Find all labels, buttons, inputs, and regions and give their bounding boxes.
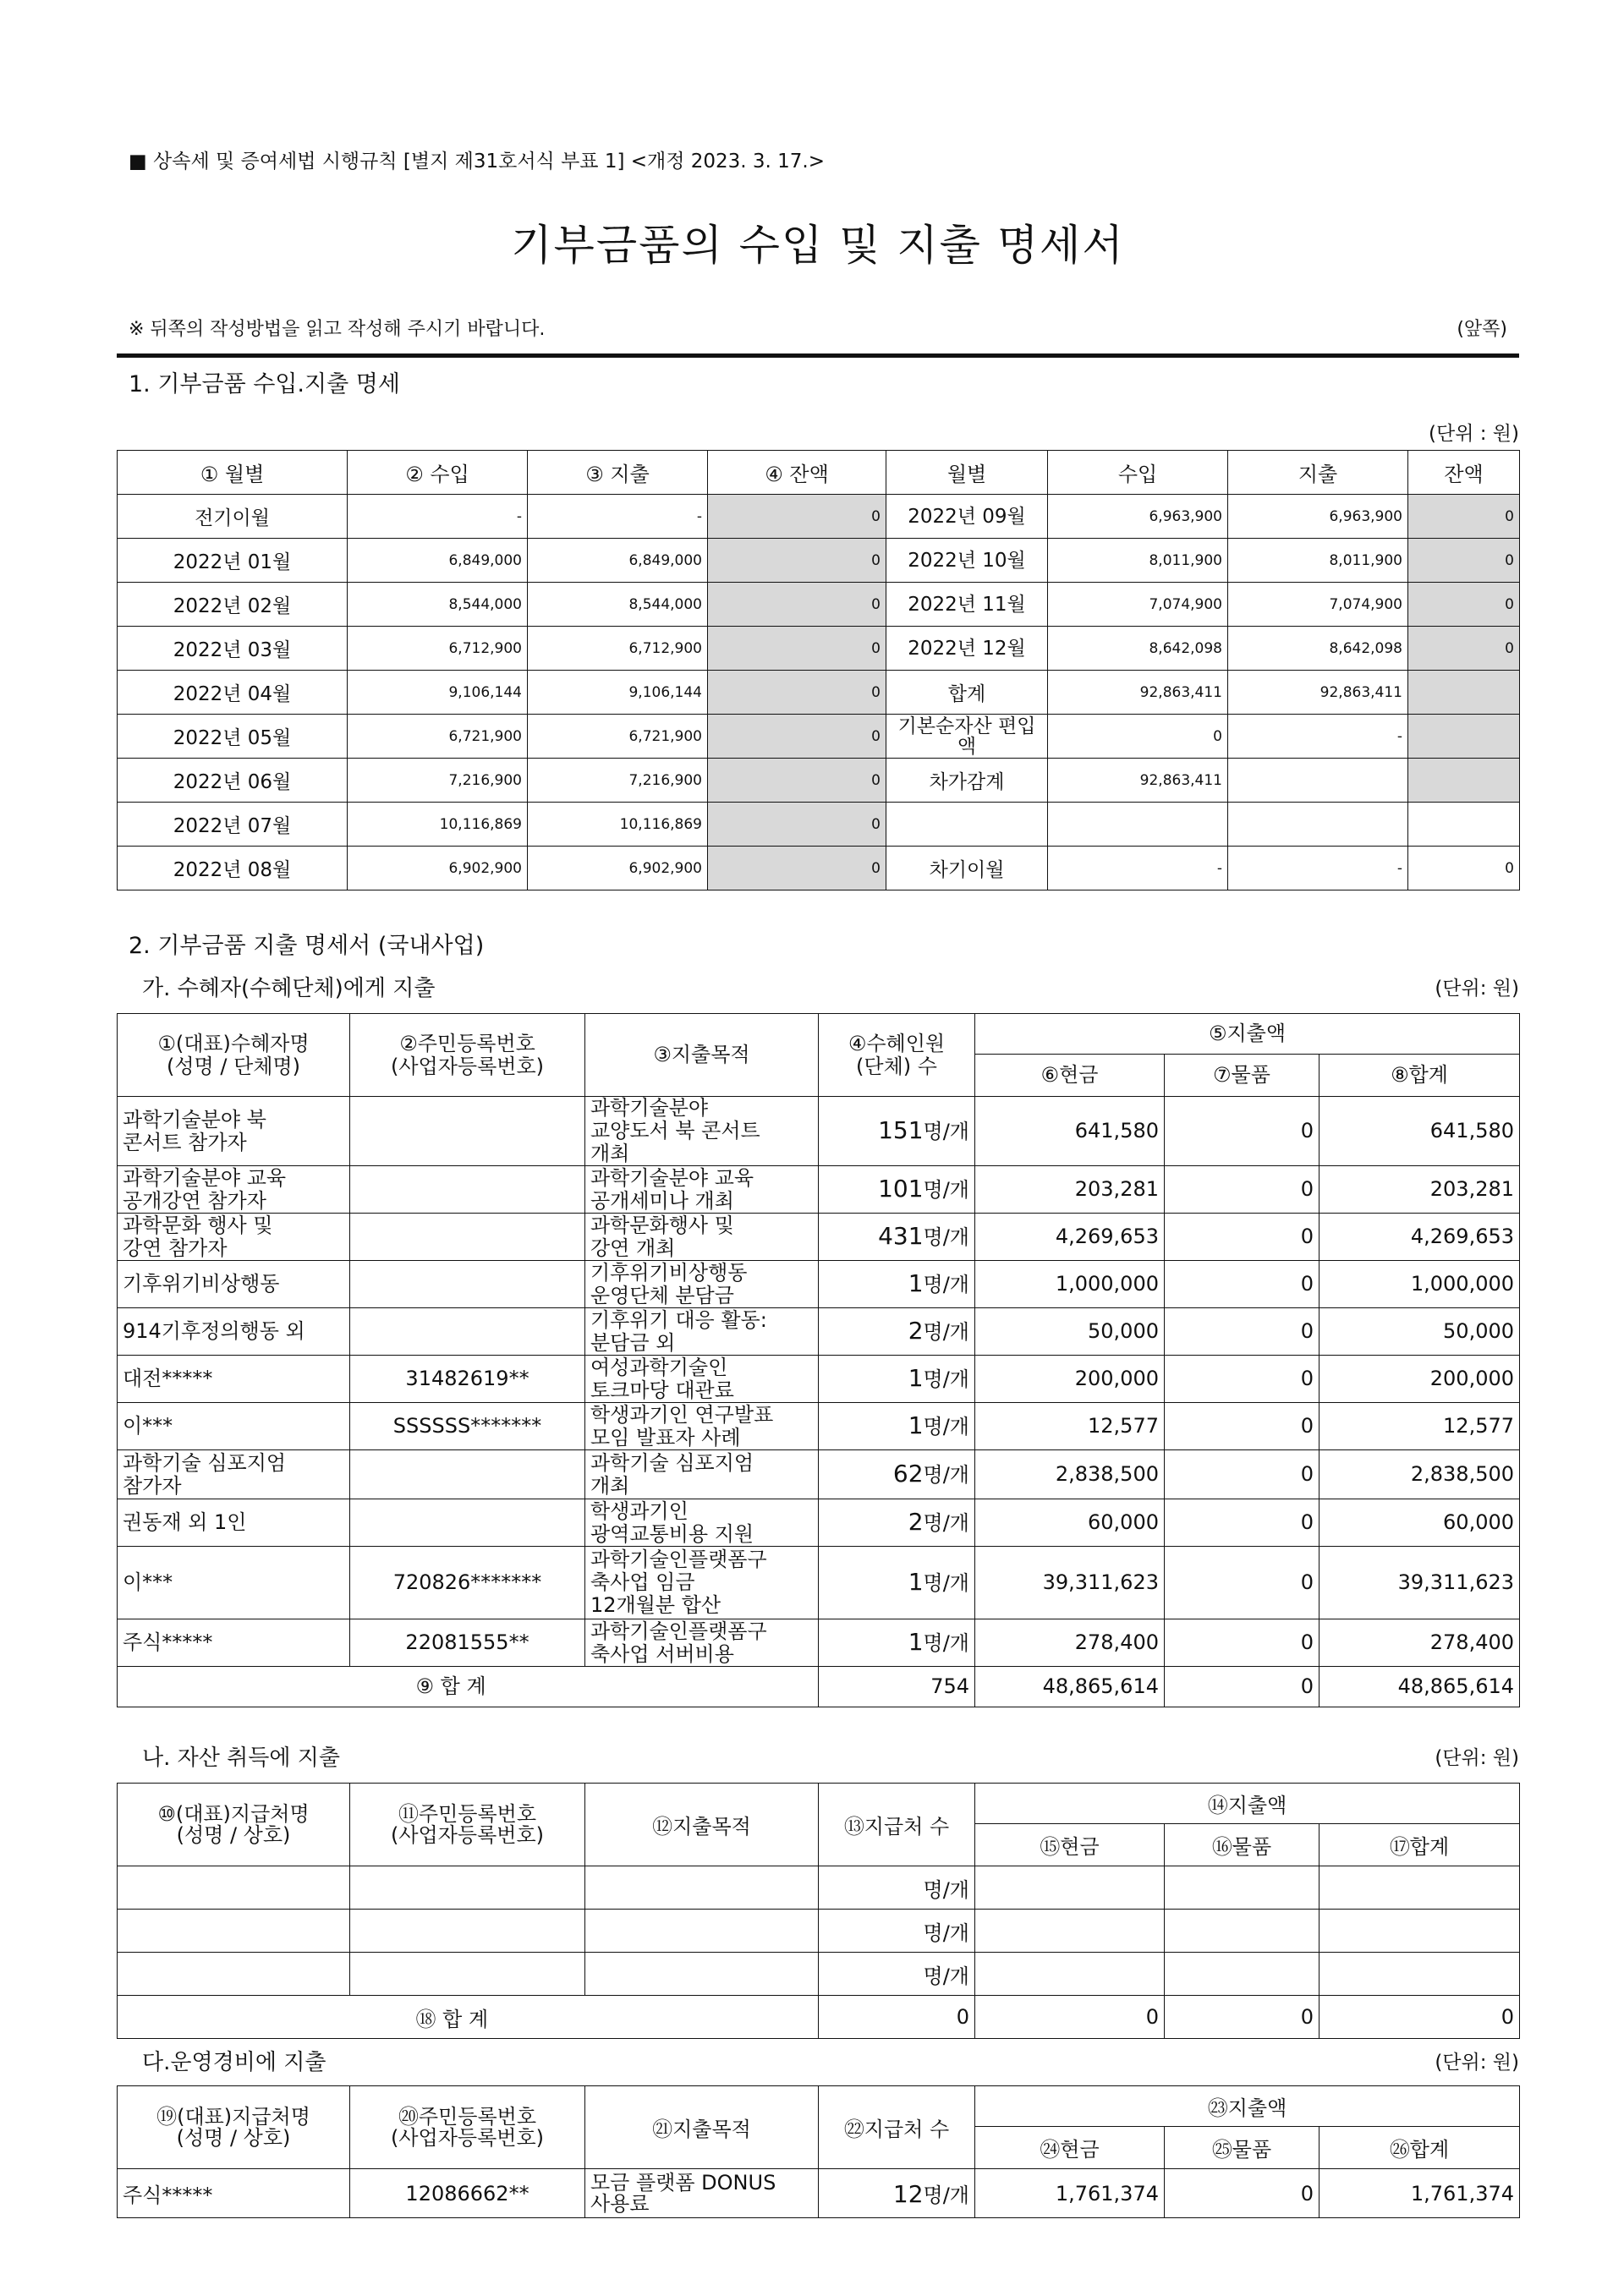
cell-cash: 60,000 [975,1499,1165,1547]
table-row [118,1450,1520,1499]
cell-goods: 0 [1165,1097,1320,1166]
col-header-count: ④수혜인원 (단체) 수 [819,1014,975,1097]
count-unit: 명/개 [923,1463,969,1487]
cell-cash: 200,000 [975,1356,1165,1403]
cell-id [350,1953,585,1996]
cell-count [819,1356,975,1403]
cell-payee [118,1953,350,1996]
count-unit: 명/개 [923,1320,969,1344]
sum-total: 48,865,614 [1320,1667,1520,1707]
cell-recipient: 이*** [118,1403,350,1450]
cell-month: 2022년 02월 [118,583,348,627]
cell-expense: 6,712,900 [528,627,708,671]
cell-id: SSSSSS******* [350,1403,585,1450]
count-unit: 명/개 [923,1367,969,1391]
col-header: 잔액 [1408,451,1520,495]
cell-purpose: 기후위기비상행동 운영단체 분담금 [585,1261,819,1308]
cell-month: 합계 [886,671,1048,715]
cell-cash: 12,577 [975,1403,1165,1450]
cell-goods: 0 [1165,1166,1320,1214]
cell-purpose: 과학기술인플랫폼구 축사업 서버비용 [585,1619,819,1667]
col-header-id: ⑪주민등록번호 (사업자등록번호) [350,1784,585,1866]
count-value: 2 [908,1317,924,1345]
cell-purpose: 학생과기인 광역교통비용 지원 [585,1499,819,1547]
cell-month: 2022년 11월 [886,583,1048,627]
cell-blank [118,1667,350,1707]
recipient-expense-table [117,1013,1520,1707]
cell-income: 92,863,411 [1048,759,1228,803]
col-header: 월별 [886,451,1048,495]
cell-purpose: 과학기술인플랫폼구 축사업 임금 12개월분 합산 [585,1547,819,1619]
cell-month: 2022년 05월 [118,715,348,759]
col-header-goods: ㉕물품 [1165,2127,1320,2169]
count-unit: 명/개 [923,1631,969,1655]
table-row [118,583,1520,627]
cell-month: 2022년 04월 [118,671,348,715]
cell-expense: 8,011,900 [1228,539,1408,583]
cell-income: 9,106,144 [348,671,528,715]
cell-month: 2022년 08월 [118,847,348,890]
table-row [118,1308,1520,1356]
cell-month: 차가감계 [886,759,1048,803]
sum-row [118,1996,1520,2039]
cell-balance: 0 [708,759,886,803]
sum-cash: 48,865,614 [975,1667,1165,1707]
cell-id: 12086662** [350,2169,585,2218]
count-value: 151 [878,1116,924,1144]
cell-expense: 7,074,900 [1228,583,1408,627]
sum-row [118,1667,1520,1707]
cell-id [350,1499,585,1547]
side-label: (앞쪽) [1457,319,1507,340]
col-header: ① 월별 [118,451,348,495]
cell-balance: 0 [1408,539,1520,583]
col-header-total: ⑰합계 [1320,1824,1520,1866]
section2b-unit: (단위: 원) [1435,1747,1519,1769]
count-unit: 명/개 [923,2184,969,2207]
cell-expense: 6,902,900 [528,847,708,890]
cell-cash: 39,311,623 [975,1547,1165,1619]
cell-cash: 4,269,653 [975,1214,1165,1261]
cell-purpose: 과학문화행사 및 강연 개최 [585,1214,819,1261]
cell-total: 60,000 [1320,1499,1520,1547]
cell-income: 8,642,098 [1048,627,1228,671]
cell-count [819,1214,975,1261]
table-row [118,671,1520,715]
operating-expense-table [117,2085,1520,2218]
cell-balance: 0 [708,627,886,671]
sum-count: 754 [819,1667,975,1707]
monthly-summary-table [117,450,1520,890]
table-row [118,1547,1520,1619]
cell-expense: - [528,495,708,539]
sum-cash: 0 [975,1996,1165,2039]
cell-total: 12,577 [1320,1403,1520,1450]
section2a-heading: 가. 수혜자(수혜단체)에게 지출 [142,976,436,1001]
col-header: 지출 [1228,451,1408,495]
cell-total: 641,580 [1320,1097,1520,1166]
count-unit: 명/개 [923,1415,969,1438]
cell-id [350,1166,585,1214]
col-header-id: ⑳주민등록번호 (사업자등록번호) [350,2086,585,2169]
cell-recipient: 과학기술 심포지엄 참가자 [118,1450,350,1499]
table-row [118,1866,1520,1910]
cell-purpose: 학생과기인 연구발표 모임 발표자 사례 [585,1403,819,1450]
cell-total: 1,761,374 [1320,2169,1520,2218]
asset-expense-table [117,1783,1520,2039]
cell-income: 8,011,900 [1048,539,1228,583]
count-unit: 명/개 [923,1225,969,1249]
cell-cash: 1,761,374 [975,2169,1165,2218]
cell-purpose: 과학기술분야 교육 공개세미나 개최 [585,1166,819,1214]
cell-total: 203,281 [1320,1166,1520,1214]
cell-income: - [1048,847,1228,890]
cell-balance: 0 [708,495,886,539]
cell-purpose: 여성과학기술인 토크마당 대관료 [585,1356,819,1403]
cell-expense: 10,116,869 [528,803,708,847]
cell-month: 2022년 09월 [886,495,1048,539]
col-header-goods: ⑯물품 [1165,1824,1320,1866]
cell-recipient: 과학기술분야 교육 공개강연 참가자 [118,1166,350,1214]
top-divider [117,353,1519,358]
cell-expense [1228,759,1408,803]
cell-count [819,1619,975,1667]
cell-id [350,1097,585,1166]
section1-unit: (단위 : 원) [1429,423,1519,445]
cell-goods: 0 [1165,2169,1320,2218]
cell-id [350,1866,585,1910]
cell-count [819,1403,975,1450]
col-header-total: ⑧합계 [1320,1055,1520,1097]
cell-income: 6,963,900 [1048,495,1228,539]
section2b-heading: 나. 자산 취득에 지출 [142,1745,340,1771]
sum-count: 0 [819,1996,975,2039]
col-header-goods: ⑦물품 [1165,1055,1320,1097]
cell-id: 22081555** [350,1619,585,1667]
count-unit: 명/개 [923,1178,969,1202]
sum-goods: 0 [1165,1667,1320,1707]
col-header: ④ 잔액 [708,451,886,495]
col-header-amount: ⑤지출액 [975,1014,1520,1055]
cell-payee: 주식***** [118,2169,350,2218]
cell-goods: 0 [1165,1356,1320,1403]
cell-purpose [585,1953,819,1996]
cell-goods: 0 [1165,1450,1320,1499]
cell-id [350,1214,585,1261]
col-header-recipient: ①(대표)수혜자명 (성명 / 단체명) [118,1014,350,1097]
table-row [118,847,1520,890]
page-title: 기부금품의 수입 및 지출 명세서 [511,221,1125,270]
col-header-cash: ⑮현금 [975,1824,1165,1866]
col-header-payee: ⑩(대표)지급처명 (성명 / 상호) [118,1784,350,1866]
cell-recipient: 이*** [118,1547,350,1619]
cell-expense: 6,849,000 [528,539,708,583]
cell-cash [975,1866,1165,1910]
col-header-total: ㉖합계 [1320,2127,1520,2169]
cell-id: 31482619** [350,1356,585,1403]
cell-purpose [585,1866,819,1910]
cell-month: 기본순자산 편입액 [886,715,1048,759]
cell-expense: 8,642,098 [1228,627,1408,671]
cell-cash: 2,838,500 [975,1450,1165,1499]
cell-purpose: 모금 플랫폼 DONUS 사용료 [585,2169,819,2218]
cell-count [819,1097,975,1166]
instruction-note: ※ 뒤쪽의 작성방법을 읽고 작성해 주시기 바랍니다. [129,319,546,340]
cell-month: 2022년 06월 [118,759,348,803]
cell-income: 7,216,900 [348,759,528,803]
cell-purpose: 기후위기 대응 활동: 분담금 외 [585,1308,819,1356]
count-value: 101 [878,1175,924,1203]
sum-label: ⑱ 합 계 [350,1996,819,2039]
cell-income: 92,863,411 [1048,671,1228,715]
cell-balance [1408,803,1520,847]
cell-income: 6,712,900 [348,627,528,671]
cell-goods: 0 [1165,1403,1320,1450]
cell-balance: 0 [1408,583,1520,627]
cell-cash [975,1953,1165,1996]
cell-goods: 0 [1165,1214,1320,1261]
count-value: 431 [878,1222,924,1250]
cell-month: 2022년 10월 [886,539,1048,583]
table-row [118,1953,1520,1996]
cell-count-unit: 명/개 [819,1866,975,1910]
count-unit: 명/개 [923,1511,969,1535]
table-row [118,627,1520,671]
sum-total: 0 [1320,1996,1520,2039]
cell-expense: 92,863,411 [1228,671,1408,715]
table-row [118,1910,1520,1953]
col-header-cash: ㉔현금 [975,2127,1165,2169]
cell-goods [1165,1910,1320,1953]
cell-count [819,1308,975,1356]
count-value: 1 [908,1568,924,1596]
table-row [118,1261,1520,1308]
cell-goods: 0 [1165,1619,1320,1667]
cell-expense: 6,963,900 [1228,495,1408,539]
cell-income: - [348,495,528,539]
cell-recipient: 과학기술분야 북 콘서트 참가자 [118,1097,350,1166]
sum-goods: 0 [1165,1996,1320,2039]
cell-total: 4,269,653 [1320,1214,1520,1261]
cell-expense: 8,544,000 [528,583,708,627]
count-value: 1 [908,1628,924,1656]
cell-goods: 0 [1165,1499,1320,1547]
cell-expense: - [1228,715,1408,759]
cell-id [350,1308,585,1356]
cell-income: 8,544,000 [348,583,528,627]
cell-balance: 0 [708,803,886,847]
count-value: 2 [908,1508,924,1536]
section1-heading: 1. 기부금품 수입.지출 명세 [129,371,400,397]
cell-recipient: 기후위기비상행동 [118,1261,350,1308]
cell-total: 278,400 [1320,1619,1520,1667]
table-row [118,1214,1520,1261]
cell-balance: 0 [1408,847,1520,890]
cell-id [350,1261,585,1308]
cell-balance: 0 [1408,495,1520,539]
table-row [118,539,1520,583]
cell-recipient: 과학문화 행사 및 강연 참가자 [118,1214,350,1261]
cell-expense: - [1228,847,1408,890]
cell-recipient: 대전***** [118,1356,350,1403]
cell-total: 1,000,000 [1320,1261,1520,1308]
cell-count [819,2169,975,2218]
count-value: 62 [892,1460,924,1488]
cell-cash: 641,580 [975,1097,1165,1166]
col-header-purpose: ㉑지출목적 [585,2086,819,2169]
col-header-amount: ㉓지출액 [975,2086,1520,2127]
cell-expense: 6,721,900 [528,715,708,759]
cell-balance [1408,759,1520,803]
cell-month: 전기이월 [118,495,348,539]
col-header-cash: ⑥현금 [975,1055,1165,1097]
cell-income [1048,803,1228,847]
cell-total: 50,000 [1320,1308,1520,1356]
cell-recipient: 914기후정의행동 외 [118,1308,350,1356]
cell-goods [1165,1953,1320,1996]
col-header-payee: ⑲(대표)지급처명 (성명 / 상호) [118,2086,350,2169]
cell-count-unit: 명/개 [819,1910,975,1953]
cell-month: 2022년 03월 [118,627,348,671]
cell-balance: 0 [708,715,886,759]
col-header: ③ 지출 [528,451,708,495]
cell-goods: 0 [1165,1547,1320,1619]
col-header-purpose: ⑫지출목적 [585,1784,819,1866]
count-value: 1 [908,1411,924,1439]
cell-income: 6,849,000 [348,539,528,583]
cell-id [350,1910,585,1953]
cell-expense: 9,106,144 [528,671,708,715]
col-header-amount: ⑭지출액 [975,1784,1520,1824]
count-unit: 명/개 [923,1571,969,1595]
document-reference: ■ 상속세 및 증여세법 시행규칙 [별지 제31호서식 부표 1] <개정 2023. 3. 17.> [129,151,826,173]
table-header-row [118,1784,1520,1824]
cell-balance: 0 [708,671,886,715]
cell-balance: 0 [708,847,886,890]
table-row [118,1499,1520,1547]
cell-total: 2,838,500 [1320,1450,1520,1499]
count-value: 1 [908,1364,924,1392]
table-row [118,715,1520,759]
cell-income: 7,074,900 [1048,583,1228,627]
table-header-row [118,1014,1520,1055]
table-row [118,2169,1520,2218]
table-header-row [118,451,1520,495]
table-row [118,1166,1520,1214]
cell-purpose: 과학기술분야 교양도서 북 콘서트 개최 [585,1097,819,1166]
cell-month: 차기이월 [886,847,1048,890]
cell-month [886,803,1048,847]
cell-goods: 0 [1165,1261,1320,1308]
cell-purpose [585,1910,819,1953]
col-header: ② 수입 [348,451,528,495]
cell-income: 6,721,900 [348,715,528,759]
col-header-purpose: ③지출목적 [585,1014,819,1097]
table-row [118,495,1520,539]
table-row [118,759,1520,803]
count-unit: 명/개 [923,1273,969,1296]
cell-cash: 1,000,000 [975,1261,1165,1308]
table-row [118,1097,1520,1166]
cell-month: 2022년 01월 [118,539,348,583]
count-value: 1 [908,1269,924,1297]
cell-cash: 278,400 [975,1619,1165,1667]
section2-heading: 2. 기부금품 지출 명세서 (국내사업) [129,933,485,959]
cell-purpose: 과학기술 심포지엄 개최 [585,1450,819,1499]
section2c-heading: 다.운영경비에 지출 [142,2050,326,2075]
cell-total: 39,311,623 [1320,1547,1520,1619]
cell-count [819,1499,975,1547]
cell-payee [118,1910,350,1953]
cell-count [819,1450,975,1499]
table-row [118,803,1520,847]
col-header-count: ⑬지급처 수 [819,1784,975,1866]
cell-balance: 0 [708,583,886,627]
cell-expense: 7,216,900 [528,759,708,803]
cell-goods: 0 [1165,1308,1320,1356]
count-value: 12 [892,2180,924,2208]
cell-id: 720826******* [350,1547,585,1619]
col-header-id: ②주민등록번호 (사업자등록번호) [350,1014,585,1097]
table-row [118,1403,1520,1450]
table-row [118,1356,1520,1403]
cell-balance: 0 [708,539,886,583]
section2c-unit: (단위: 원) [1435,2052,1519,2074]
col-header: 수입 [1048,451,1228,495]
cell-goods [1165,1866,1320,1910]
count-unit: 명/개 [923,1120,969,1143]
sum-label: ⑨ 합 계 [350,1667,819,1707]
cell-recipient: 주식***** [118,1619,350,1667]
cell-blank [118,1996,350,2039]
cell-month: 2022년 07월 [118,803,348,847]
cell-total [1320,1953,1520,1996]
table-header-row [118,2086,1520,2127]
cell-total: 200,000 [1320,1356,1520,1403]
col-header-count: ㉒지급처 수 [819,2086,975,2169]
section2a-unit: (단위: 원) [1435,978,1519,1000]
cell-cash: 203,281 [975,1166,1165,1214]
table-row [118,1619,1520,1667]
cell-id [350,1450,585,1499]
cell-count [819,1547,975,1619]
cell-income: 0 [1048,715,1228,759]
cell-payee [118,1866,350,1910]
cell-total [1320,1866,1520,1910]
cell-expense [1228,803,1408,847]
cell-recipient: 권동재 외 1인 [118,1499,350,1547]
cell-balance [1408,715,1520,759]
cell-balance [1408,671,1520,715]
cell-balance: 0 [1408,627,1520,671]
cell-count [819,1261,975,1308]
cell-total [1320,1910,1520,1953]
cell-count-unit: 명/개 [819,1953,975,1996]
cell-cash [975,1910,1165,1953]
cell-cash: 50,000 [975,1308,1165,1356]
cell-income: 6,902,900 [348,847,528,890]
cell-month: 2022년 12월 [886,627,1048,671]
cell-count [819,1166,975,1214]
cell-income: 10,116,869 [348,803,528,847]
